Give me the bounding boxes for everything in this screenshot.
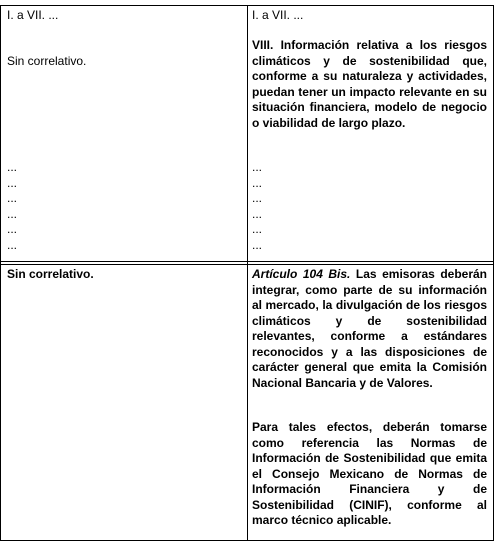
- row1-left-heading: I. a VII. ...: [7, 8, 59, 22]
- article-label: Artículo 104 Bis.: [252, 267, 351, 281]
- row1-left-no-correlation: Sin correlativo.: [7, 54, 87, 68]
- article-104-bis-paragraph: [252, 267, 487, 391]
- ellipsis-line: ...: [252, 191, 263, 205]
- ellipsis-line: ...: [252, 206, 263, 221]
- table-column-divider: [247, 5, 248, 541]
- table-border-left: [0, 5, 1, 541]
- row2-left-no-correlation: Sin correlativo.: [7, 267, 94, 281]
- ellipsis-line: ...: [7, 237, 18, 252]
- row1-right-heading: I. a VII. ...: [252, 8, 304, 22]
- ellipsis-line: ...: [252, 160, 263, 174]
- row1-left-ellipses: [7, 160, 242, 253]
- row1-right-ellipses: [252, 160, 487, 253]
- fraction-viii-text: VIII. Información relativa a los riesgos climáticos y de sostenibilidad que, conforme a su naturaleza y actividades, puedan tener un impacto relevante en su situación financiera, modelo de negocio o viabilidad de largo plazo.: [252, 38, 487, 130]
- ellipsis-line: ...: [252, 175, 263, 190]
- ellipsis-line: ...: [7, 206, 18, 221]
- ellipsis-line: ...: [7, 175, 18, 190]
- ellipsis-line: ...: [7, 191, 18, 205]
- ellipsis-line: ...: [252, 237, 263, 252]
- ellipsis-line: ...: [7, 160, 18, 174]
- table-border-right: [493, 5, 494, 541]
- ellipsis-line: ...: [7, 222, 18, 236]
- ellipsis-line: ...: [252, 222, 263, 236]
- article-text: Las emisoras deberán integrar, como parte de su información al mercado, la divulgación de los riesgos climáticos y de sostenibilidad relevantes, conforme a estándares reconocidos y a las disposiciones de carácter general que emita la Comisión Nacional Bancaria y de Valores.: [252, 267, 488, 390]
- article-104-bis-paragraph-2: Para tales efectos, deberán tomarse como referencia las Normas de Información de Sostenibilidad que emita el Consejo Mexicano de Normas de Información Financiera y de Sostenibilidad (CINIF), conforme al marco técnico aplicable.: [252, 420, 487, 527]
